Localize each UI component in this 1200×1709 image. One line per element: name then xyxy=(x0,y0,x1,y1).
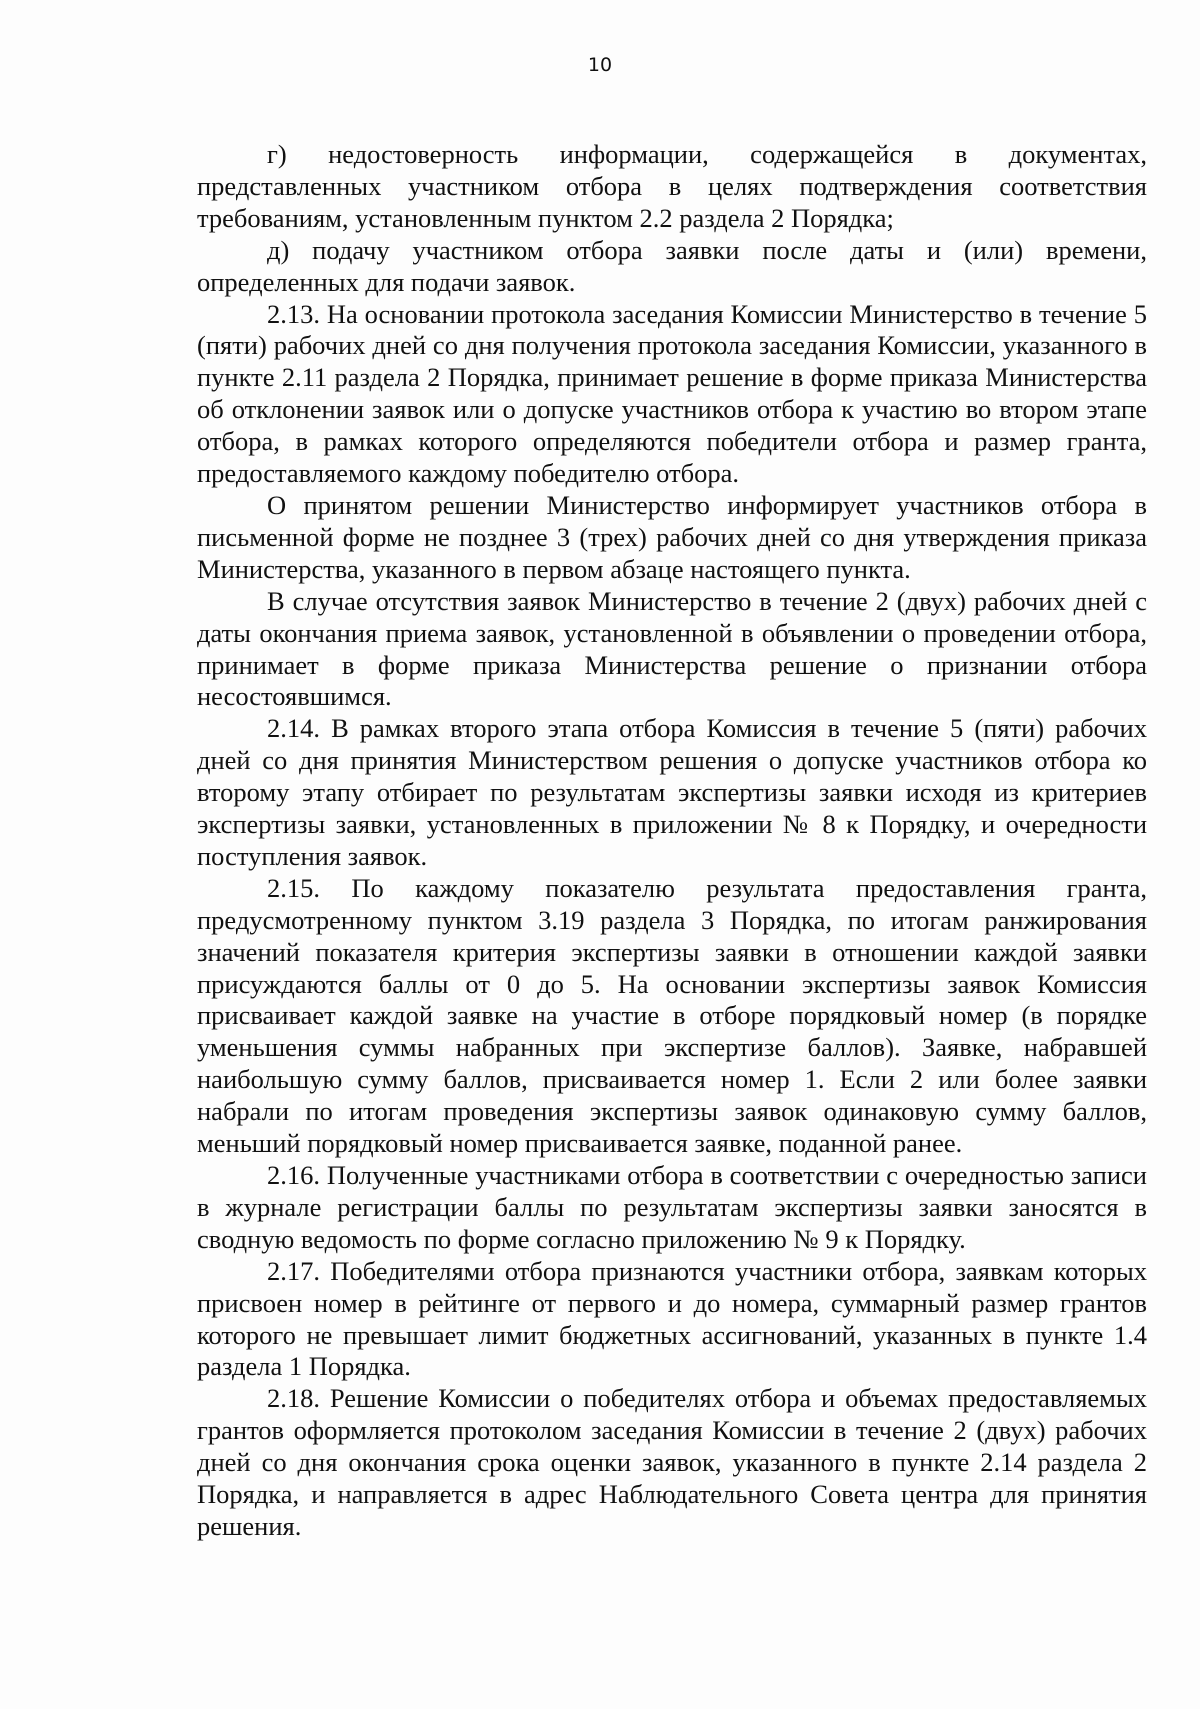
paragraph-g: г) недостоверность информации, содержащейся в документах, представленных участником отбора в целях подтверждения соответствия требованиям, установленным пунктом 2.2 раздела 2 Порядка; xyxy=(197,139,1147,233)
paragraph-d: д) подачу участником отбора заявки после даты и (или) времени, определенных для подачи заявок. xyxy=(197,234,1147,297)
paragraph-2-18: 2.18. Решение Комиссии о победителях отбора и объемах предоставляемых грантов оформляется протоколом заседания Комиссии в течение 2 (двух) рабочих дней со дня окончания срока оценки заявок, указанного в пункте 2.14 раздела 2 Порядка, и направляется в адрес Наблюдательного Совета центра для принятия решения. xyxy=(197,1383,1147,1541)
paragraph-2-14: 2.14. В рамках второго этапа отбора Комиссия в течение 5 (пяти) рабочих дней со дня принятия Министерством решения о допуске участников отбора ко второму этапу отбирает по результатам экспертизы заявки исходя из критериев экспертизы заявки, установленных в приложении № 8 к Порядку, и очередности поступления заявок. xyxy=(197,713,1147,871)
paragraph-2-15: 2.15. По каждому показателю результата предоставления гранта, предусмотренному пунктом 3.19 раздела 3 Порядка, по итогам ранжирования значений показателя критерия экспертизы заявки в отношении каждой заявки присуждаются баллы от 0 до 5. На основании экспертизы заявок Комиссия присваивает каждой заявке на участие в отборе порядковый номер (в порядке уменьшения суммы набранных при экспертизе баллов). Заявке, набравшей наибольшую сумму баллов, присваивается номер 1. Если 2 или более заявки набрали по итогам проведения экспертизы заявок одинаковую сумму баллов, меньший порядковый номер присваивается заявке, поданной ранее. xyxy=(197,872,1147,1159)
document-body xyxy=(197,139,1147,1543)
paragraph-2-17: 2.17. Победителями отбора признаются участники отбора, заявкам которых присвоен номер в рейтинге от первого и до номера, суммарный размер грантов которого не превышает лимит бюджетных ассигнований, указанных в пункте 1.4 раздела 1 Порядка. xyxy=(197,1255,1147,1382)
paragraph-2-13-no-applications: В случае отсутствия заявок Министерство в течение 2 (двух) рабочих дней с даты окончания приема заявок, установленной в объявлении о проведении отбора, принимает в форме приказа Министерства решение о признании отбора несостоявшимся. xyxy=(197,585,1147,712)
page-number: 10 xyxy=(587,54,613,76)
paragraph-2-16: 2.16. Полученные участниками отбора в соответствии с очередностью записи в журнале регистрации баллы по результатам экспертизы заявки заносятся в сводную ведомость по форме согласно приложению № 9 к Порядку. xyxy=(197,1160,1147,1254)
paragraph-2-13: 2.13. На основании протокола заседания Комиссии Министерство в течение 5 (пяти) рабочих дней со дня получения протокола заседания Комиссии, указанного в пункте 2.11 раздела 2 Порядка, принимает решение в форме приказа Министерства об отклонении заявок или о допуске участников отбора к участию во втором этапе отбора, в рамках которого определяются победители отбора и размер гранта, предоставляемого каждому победителю отбора. xyxy=(197,298,1147,489)
paragraph-2-13-notice: О принятом решении Министерство информирует участников отбора в письменной форме не позднее 3 (трех) рабочих дней со дня утверждения приказа Министерства, указанного в первом абзаце настоящего пункта. xyxy=(197,489,1147,584)
